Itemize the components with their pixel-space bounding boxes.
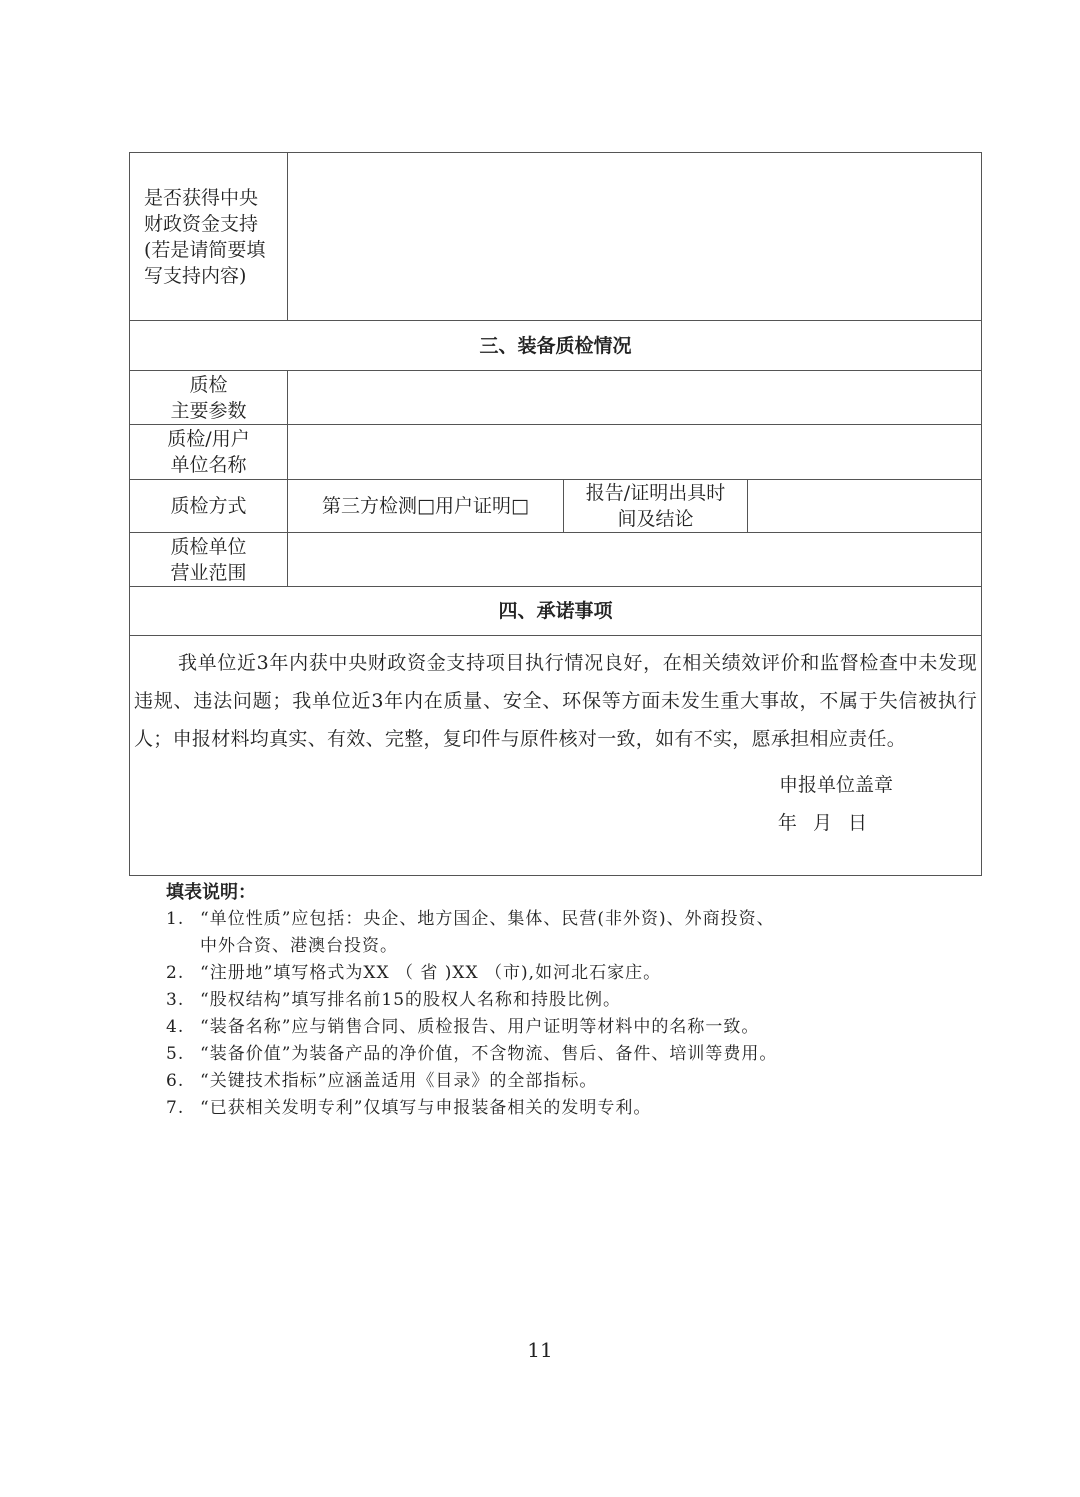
qc-scope-value[interactable] — [288, 533, 982, 587]
note-item: 4. “装备名称”应与销售合同、质检报告、用户证明等材料中的名称一致。 — [166, 1017, 760, 1037]
note-item: 7. “已获相关发明专利”仅填写与申报装备相关的发明专利。 — [166, 1098, 652, 1118]
seal-label: 申报单位盖章 — [779, 774, 894, 796]
qc-section-title: 三、装备质检情况 — [130, 321, 982, 371]
qc-method-options[interactable]: 第三方检测□用户证明□ — [288, 480, 564, 533]
qc-params-value[interactable] — [288, 371, 982, 425]
qc-method-row — [130, 480, 982, 533]
qc-params-row — [130, 371, 982, 425]
note-item: 3. “股权结构”填写排名前15的股权人名称和持股比例。 — [166, 990, 622, 1010]
pledge-cell — [130, 636, 982, 876]
application-form-table — [129, 152, 982, 876]
qc-user-value[interactable] — [288, 425, 982, 480]
qc-method-label: 质检方式 — [130, 480, 288, 533]
qc-scope-label: 质检单位 营业范围 — [130, 533, 288, 587]
qc-user-label: 质检/用户 单位名称 — [130, 425, 288, 480]
funding-row — [130, 153, 982, 321]
pledge-text: 我单位近3年内获中央财政资金支持项目执行情况良好，在相关绩效评价和监督检查中未发现违规、违法问题；我单位近3年内在质量、安全、环保等方面未发生重大事故，不属于失信被执行人；申报材料均真实、有效、完整，复印件与原件核对一致，如有不实，愿承担相应责任。 — [134, 652, 978, 750]
qc-user-row — [130, 425, 982, 480]
note-item: 6. “关键技术指标”应涵盖适用《目录》的全部指标。 — [166, 1071, 598, 1091]
qc-scope-row — [130, 533, 982, 587]
note-item: 1. “单位性质”应包括：央企、地方国企、集体、民营(非外资)、外商投资、 中外合资、港澳台投资。 — [166, 909, 775, 956]
note-item: 2. “注册地”填写格式为XX （ 省 )XX （市),如河北石家庄。 — [166, 963, 662, 983]
pledge-section-title: 四、承诺事项 — [130, 587, 982, 636]
page-number: 11 — [527, 1338, 553, 1362]
filling-instructions — [166, 880, 926, 1122]
funding-label: 是否获得中央 财政资金支持 (若是请简要填 写支持内容) — [130, 153, 288, 321]
note-item: 5. “装备价值”为装备产品的净价值，不含物流、售后、备件、培训等费用。 — [166, 1044, 778, 1064]
date-label: 年 月 日 — [777, 812, 868, 834]
funding-value[interactable] — [288, 153, 982, 321]
qc-params-label: 质检 主要参数 — [130, 371, 288, 425]
qc-report-value[interactable] — [748, 480, 982, 533]
notes-title: 填表说明： — [166, 882, 256, 903]
qc-report-label: 报告/证明出具时 间及结论 — [564, 480, 748, 533]
